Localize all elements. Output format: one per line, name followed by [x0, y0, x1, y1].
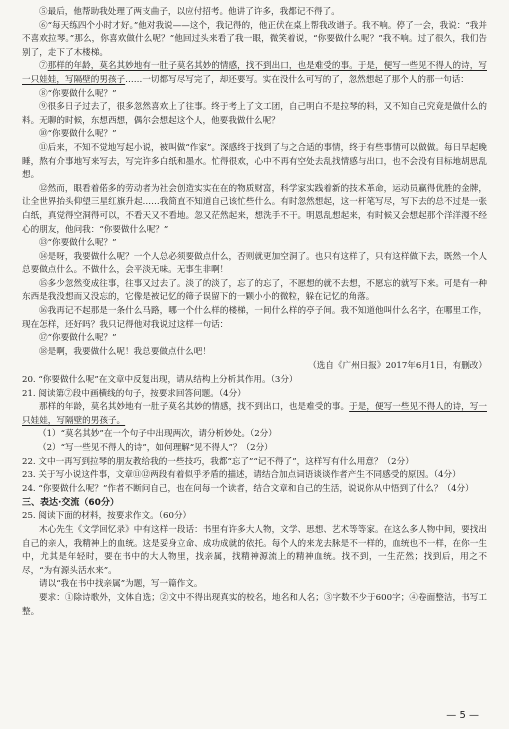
source-citation: （选自《广州日报》2017年6月1日，有删改）	[308, 361, 487, 372]
paragraph-17: ⑰“你要做什么呢？”	[39, 333, 117, 344]
paragraph-13: ⑬“你要做什么呢？”	[39, 238, 117, 249]
paragraph-10: ⑩“你要做什么呢？”	[39, 129, 117, 140]
question-23: 23. 关于写小说这件事，文章⑪⑫两段有着似乎矛盾的描述，请结合加点词语谈谈作者产生不同感受的原因。（4分）	[22, 470, 461, 481]
paragraph-11: ⑪后来，不知不觉地写起小说，被叫做“作家”。深感终于找到了与之合适的事情，终于有些事情可以做做。每日早起晚睡，熬有介事地写来写去，写完许多白纸和墨水。忙得很欢，心中不再有空处去乱找情感与出口，也不会没有目标地胡思乱想。	[22, 142, 487, 181]
question-21-quote-sentence-2: 于是，便写一些见不得人的诗，写一只娃娃，写隔壁的男孩子。	[22, 402, 487, 426]
question-21-part-2: （2）“写一些见不得人的诗”，如何理解“见不得人”？（2分）	[38, 443, 273, 453]
question-20: 20. “你要做什么呢”在文章中反复出现，请从结构上分析其作用。（3分）	[22, 375, 298, 386]
underlined-sentence-1: 那样的年龄，莫名其妙地有一肚子莫名其妙的情感，找不到出口，也是难受的事。	[47, 61, 358, 72]
question-21-quote	[22, 401, 487, 428]
paragraph-14: ⑭是呀，我要做什么呢？一个人总必须要做点什么，否则就更加空洞了。也只有这样了，只有这样做下去，既然一个人总要做点什么。不做什么，会平淡无味。无事生非啊！	[22, 251, 487, 276]
underlined-sentence-2-start: 于是，	[357, 61, 384, 72]
paragraph-9: ⑨很多日子过去了，很多忽然喜欢上了往事。终于考上了文工团，自己明白不是拉琴的料，又不知自己究竟是做什么的料。无聊的时候，东想西想，偶尔会想起这个人，他要我做什么呢？	[22, 102, 487, 126]
section-heading: 三、表达·交流（60分）	[22, 498, 119, 509]
paragraph-7	[22, 60, 487, 87]
question-21-quote-sentence-1: 那样的年龄，莫名其妙地有一肚子莫名其妙的情感，找不到出口，也是难受的事。	[39, 402, 350, 413]
essay-material: 木心先生《文学回忆录》中有这样一段话：书里有许多大人物，文学、思想、艺术等等家。在这么多人物中间，要找出自己的亲人，我精神上的血统。这是妥身立命、成功成就的依托。每个人的来龙去脉是不一样的，血统也不一样，在你一生中，尤其是年轻时，要在书中的大人物里，找亲属，找精神源流上的精神血统。找不到，一生茫然；找到后，用之不尽，“为有源头活水来”。	[22, 524, 487, 576]
paragraph-16: ⑯我再记不起那是一条什么马路，哪一个什么样的楼梯，一间什么样的亭子间。我不知道他叫什么名字，在哪里工作，现在怎样，还好吗？我只记得他对我说过这样一句话：	[22, 306, 487, 330]
paragraph-15: ⑮多少忽然变成往事，往事又过去了。淡了的淡了，忘了的忘了，不愿想的就不去想，不愿忘的就写下来。可是有一种东西是我没想而又没忘的，它像是被记忆的筛子误留下的一颗小小的微粒，躲在记忆的角落。	[22, 278, 487, 303]
paragraph-12: ⑫然而，眼看着偌多的劳动者为社会创造实实在在的物质财富，科学家实践着新的技术革命，运动员赢得优胜的金牌，让全世界抬头仰望三星红旗升起……我简直不知道自己该忙些什么。有时忽然想起，这一杆笔写尽，写下去的总不过是一张白纸，真觉得空洞得可以，不看天又不看地。忽又茫然起来，想洗手不干。明恩乱想起来，有时候又会想起那个洋洋漫不经心的朋友，他问我：“你要做什么呢？”	[22, 183, 487, 235]
paragraph-8: ⑧“你要做什么呢？”	[39, 88, 117, 99]
question-25: 25. 阅读下面的材料，按要求作文。（60分）	[22, 511, 192, 522]
question-21: 21. 阅读第⑦段中画横线的句子，按要求回答问题。（4分）	[22, 388, 246, 399]
paragraph-5: ⑤最后，他帮助我处理了两支曲子，以应付招考。他讲了许多，我都记不得了。	[39, 7, 340, 17]
paragraph-7-number: ⑦	[39, 61, 48, 72]
question-24: 24. “你要做什么呢？”作者不断问自己，也在问每一个读者，结合文章和自己的生活，说说你从中悟到了什么？（4分）	[22, 483, 474, 494]
question-21-part-1: （1）“莫名其妙”在一个句子中出现两次，请分析妙处。（2分）	[38, 429, 277, 440]
paragraph-7-rest: ……一切都写尽写完了，却还要写。实在没什么可写的了，忽然想起了那个人的那一句话：	[125, 74, 469, 85]
question-22: 22. 文中一再写到拉琴的朋友教给我的一些技巧，我都“忘了”“记不得了”，这样写有什么用意？（2分）	[22, 456, 414, 467]
paragraph-6: ⑥“每天练四个小时才好。”他对我说——这个，我记得的，他正伏在桌上帮我改谱子。我不响。停了一会，我说：“我并不喜欢拉琴。”那么，你喜欢做什么呢？”他回过头来看了我一眼，微笑着说，“你要做什么呢？”我不响。过了很久，我们告别了，走下了木楼梯。	[22, 20, 487, 58]
page-number: — 5 —	[446, 710, 479, 721]
essay-prompt: 请以“我在书中找亲属”为题，写一篇作文。	[39, 579, 203, 590]
essay-requirements: 要求：①除诗歌外，文体自选；②文中不得出现真实的校名，地名和人名；③字数不少于600字；④卷面整洁，书写工整。	[22, 592, 487, 617]
paragraph-18: ⑱是啊，我要做什么呢！我总要做点什么吧！	[39, 346, 211, 357]
underlined-sentence-2-end: 便写一些见不得人的诗，写一只娃娃，写隔壁的男孩子	[22, 61, 487, 85]
